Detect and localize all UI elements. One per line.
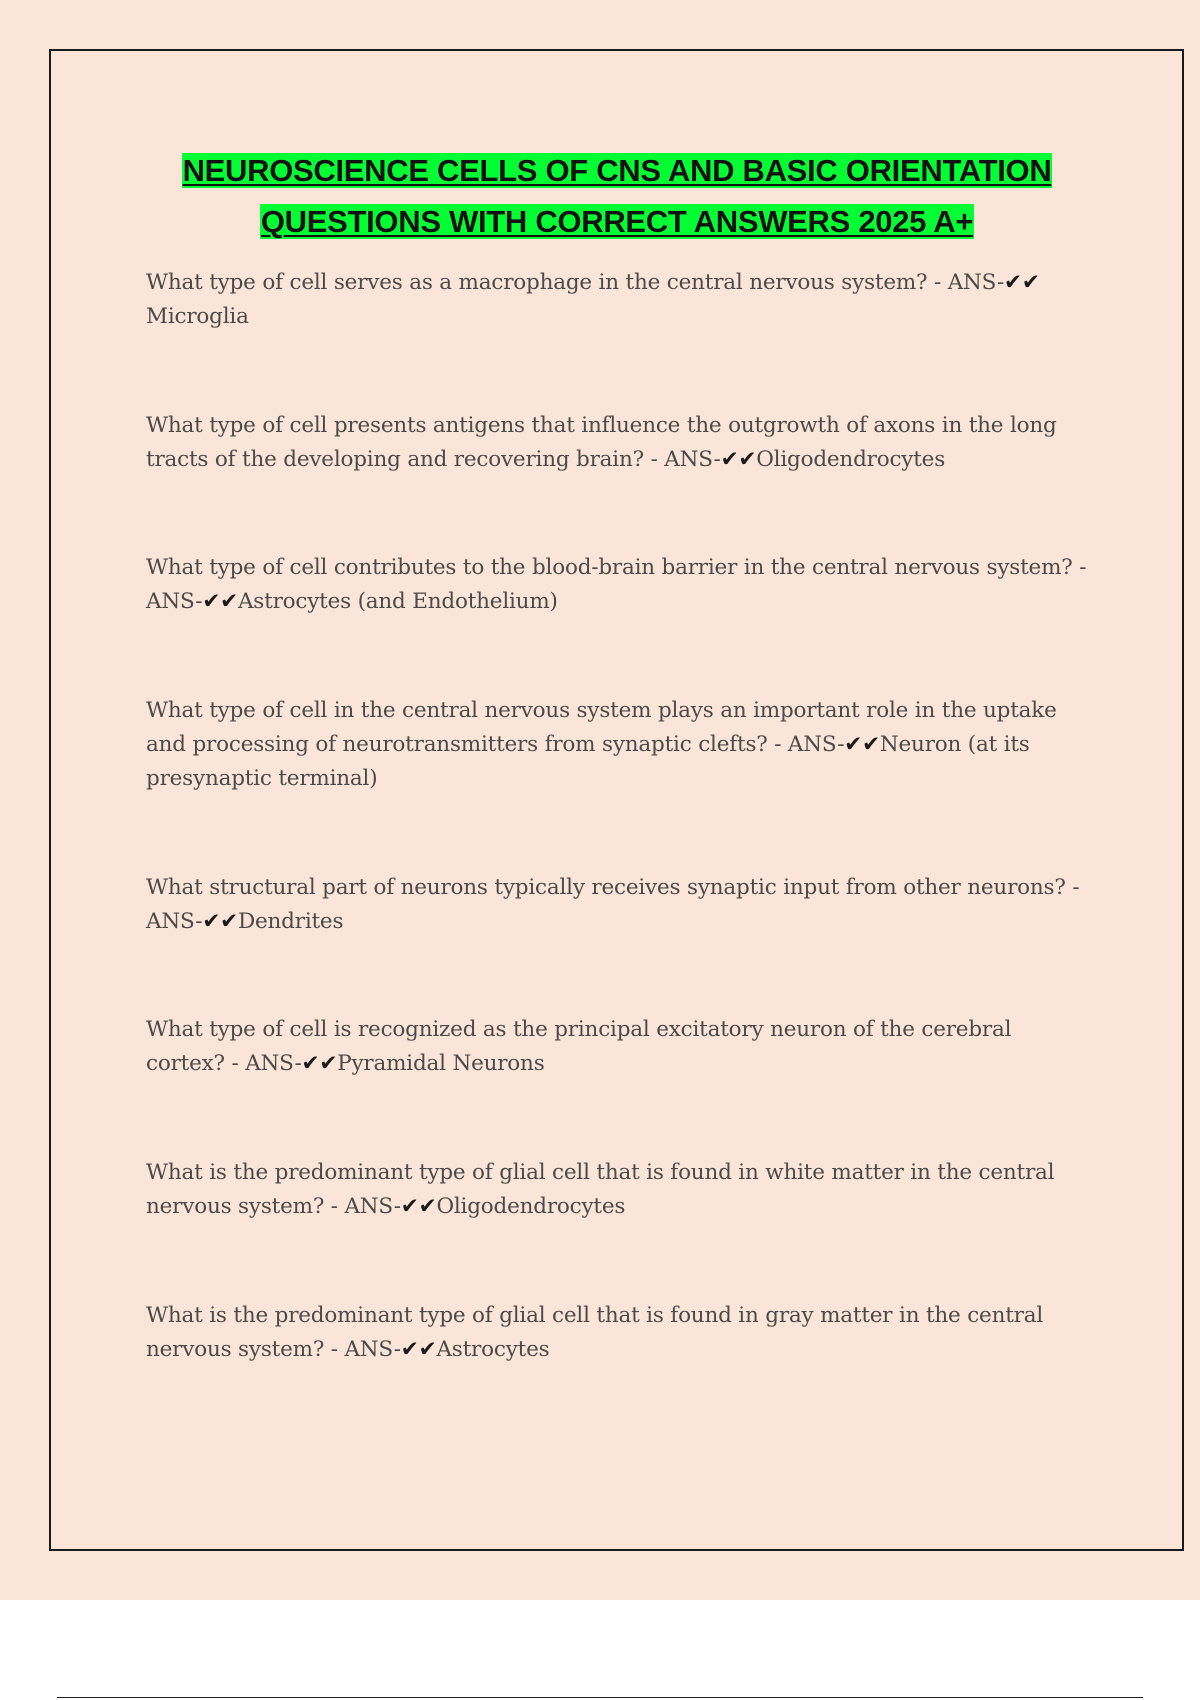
answer-check-icon: ✔✔: [720, 447, 757, 472]
document-title: [60, 145, 1174, 247]
question-text: What type of cell contributes to the blood-brain barrier in the central nervous system? - ANS-: [146, 555, 1087, 614]
answer-text: Oligodendrocytes: [756, 447, 946, 472]
answer-check-icon: ✔✔: [301, 1051, 338, 1076]
qa-item-8: [146, 1299, 1096, 1367]
question-text: What is the predominant type of glial cell that is found in white matter in the central nervous system? - ANS-: [146, 1160, 1055, 1219]
question-text: What type of cell presents antigens that influence the outgrowth of axons in the long tracts of the developing and recovering brain? - ANS-: [146, 413, 1057, 472]
page-footer-rule: [57, 1697, 1143, 1698]
qa-item-1: [146, 266, 1096, 334]
question-text: What type of cell serves as a macrophage in the central nervous system? - ANS-: [146, 270, 1005, 295]
answer-check-icon: ✔✔: [1004, 270, 1040, 295]
qa-item-3: [146, 551, 1096, 619]
answer-text: Microglia: [146, 304, 249, 329]
answer-text: Astrocytes (and Endothelium): [237, 589, 558, 614]
qa-item-7: [146, 1156, 1096, 1224]
answer-text: Astrocytes: [436, 1337, 550, 1362]
question-text: What is the predominant type of glial cell that is found in gray matter in the central nervous system? - ANS-: [146, 1303, 1044, 1362]
question-text: What type of cell in the central nervous system plays an important role in the uptake and processing of neurotransmitters from synaptic clefts? - ANS-: [146, 698, 1057, 757]
qa-item-4: [146, 694, 1096, 796]
qa-item-2: [146, 409, 1096, 477]
answer-check-icon: ✔✔: [202, 589, 238, 614]
title-line-2: QUESTIONS WITH CORRECT ANSWERS 2025 A+: [260, 204, 974, 239]
answer-text: Dendrites: [237, 909, 344, 934]
answer-text: Pyramidal Neurons: [337, 1051, 545, 1076]
title-line-1: NEUROSCIENCE CELLS OF CNS AND BASIC ORIENTATION: [182, 153, 1052, 188]
qa-item-6: [146, 1013, 1096, 1081]
qa-item-5: [146, 871, 1096, 939]
answer-text: Oligodendrocytes: [436, 1194, 626, 1219]
answer-check-icon: ✔✔: [202, 909, 238, 934]
answer-text: Neuron (at its presynaptic terminal): [146, 732, 1030, 791]
question-text: What type of cell is recognized as the principal excitatory neuron of the cerebral cortex? - ANS-: [146, 1017, 1012, 1076]
question-text: What structural part of neurons typically receives synaptic input from other neurons? - ANS-: [146, 875, 1080, 934]
answer-check-icon: ✔✔: [400, 1194, 437, 1219]
answer-check-icon: ✔✔: [400, 1337, 437, 1362]
answer-check-icon: ✔✔: [844, 732, 880, 757]
